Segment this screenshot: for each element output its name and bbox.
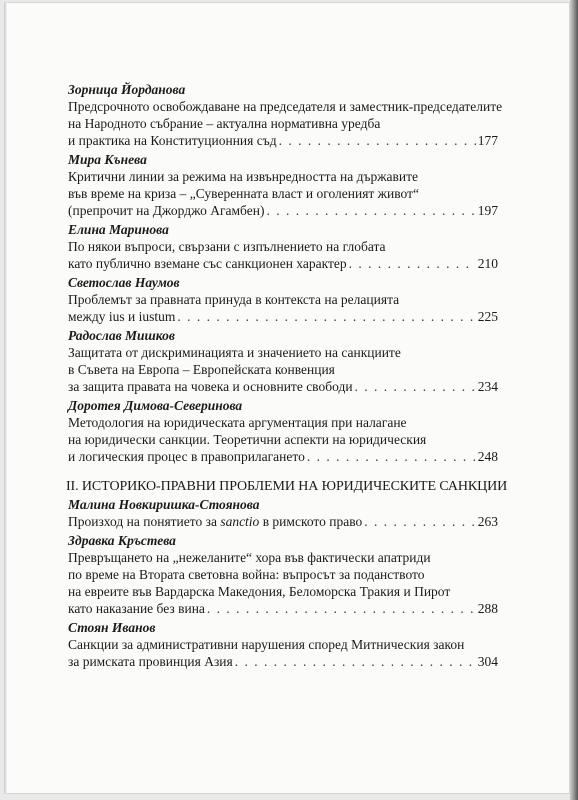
- dot-leader: [349, 256, 476, 272]
- toc-title-line: в Съвета на Европа – Европейската конвенция: [68, 362, 335, 377]
- toc-title-line: Защитата от дискриминацията и значението на санкциите: [68, 345, 401, 360]
- toc-entry-lastline: [68, 654, 498, 670]
- toc-entry-lastline: [68, 379, 498, 395]
- toc-title-line: Проблемът за правната принуда в контекста на релацията: [68, 292, 400, 307]
- toc-title-line: във време на криза – „Суверенната власт и оголеният живот“: [68, 186, 419, 201]
- toc-title-italic-term: sanctio: [220, 514, 260, 529]
- toc-title-line: на Народното събрание – актуална нормативна уредба: [68, 116, 381, 131]
- page-binding-edge: [570, 0, 578, 800]
- toc-page-number: 225: [477, 309, 498, 324]
- toc-title-line: за римската провинция Азия: [68, 654, 233, 669]
- toc-entry-lastline: [68, 309, 498, 325]
- dot-leader: [177, 309, 475, 325]
- dot-leader: [307, 449, 476, 465]
- toc-title-text: в римското право: [259, 514, 363, 529]
- section-heading: II. ИСТОРИКО-ПРАВНИ ПРОБЛЕМИ НА ЮРИДИЧЕСКИТЕ САНКЦИИ: [66, 479, 508, 494]
- toc-page-number: 197: [477, 203, 498, 218]
- toc-entry-lastline: [68, 133, 498, 149]
- dot-leader: [364, 514, 476, 530]
- toc-page-number: 288: [477, 601, 498, 616]
- toc-title-line: По някои въпроси, свързани с изпълнението на глобата: [68, 239, 386, 254]
- toc-author: Здравка Кръстева: [68, 533, 176, 548]
- toc-entry-lastline: [68, 601, 498, 617]
- dot-leader: [207, 601, 476, 617]
- toc-entry-lastline: [68, 256, 498, 272]
- dot-leader: [279, 133, 476, 149]
- toc-title-line: (препрочит на Джорджо Агамбен): [68, 203, 265, 218]
- toc-title-line: на евреите във Вардарска Македония, Беломорска Тракия и Пирот: [68, 584, 451, 599]
- toc-title-line: и практика на Конституционния съд: [68, 133, 277, 148]
- toc-title-line: по време на Втората световна война: въпросът за поданството: [68, 567, 425, 582]
- toc-title-line: за защита правата на човека и основните свободи: [68, 379, 353, 394]
- toc-title-line: [68, 514, 362, 530]
- toc-author: Елина Маринова: [68, 222, 169, 237]
- toc-title-line: Санкции за административни нарушения според Митническия закон: [68, 637, 465, 652]
- toc-title-line: Предсрочното освобождаване на председателя и заместник-председателите: [68, 99, 503, 114]
- dot-leader: [266, 203, 475, 219]
- toc-title-line: Превръщането на „нежеланите“ хора във фактически апатриди: [68, 550, 431, 565]
- toc-author: Зорница Йорданова: [68, 82, 186, 97]
- page-shadow-left: [4, 2, 7, 794]
- toc-title-line: като публично вземане със санкционен характер: [68, 256, 347, 271]
- toc-page-number: 210: [477, 256, 498, 271]
- toc-author: Стоян Иванов: [68, 620, 156, 635]
- toc-author: Радослав Мишков: [68, 328, 175, 343]
- toc-page-number: 248: [477, 449, 498, 464]
- toc-entry-lastline: [68, 449, 498, 465]
- toc-title-line: и логическия процес в правоприлагането: [68, 449, 305, 464]
- toc-page-number: 234: [477, 379, 498, 394]
- toc-entry-lastline: [68, 514, 498, 530]
- toc-author: Доротея Димова-Северинова: [68, 398, 243, 413]
- toc-entry-lastline: [68, 203, 498, 219]
- toc-page-number: 304: [477, 654, 498, 669]
- toc-title-line: между ius и iustum: [68, 309, 176, 324]
- toc-page-number: 177: [477, 133, 498, 148]
- toc-author: Светослав Наумов: [68, 275, 180, 290]
- dot-leader: [355, 379, 476, 395]
- toc-title-text: Произход на понятието за: [68, 514, 221, 529]
- toc-title-line: на юридически санкции. Теоретични аспекти на юридическия: [68, 432, 427, 447]
- toc-author: Малина Новкиришка-Стоянова: [68, 497, 260, 512]
- toc-title-line: Методология на юридическата аргументация при налагане: [68, 415, 407, 430]
- toc-title-line: Критични линии за режима на извънредността на държавите: [68, 169, 418, 184]
- toc-author: Мира Кънева: [68, 152, 147, 167]
- toc-page-number: 263: [477, 514, 498, 529]
- dot-leader: [235, 654, 476, 670]
- toc-title-line: като наказание без вина: [68, 601, 205, 616]
